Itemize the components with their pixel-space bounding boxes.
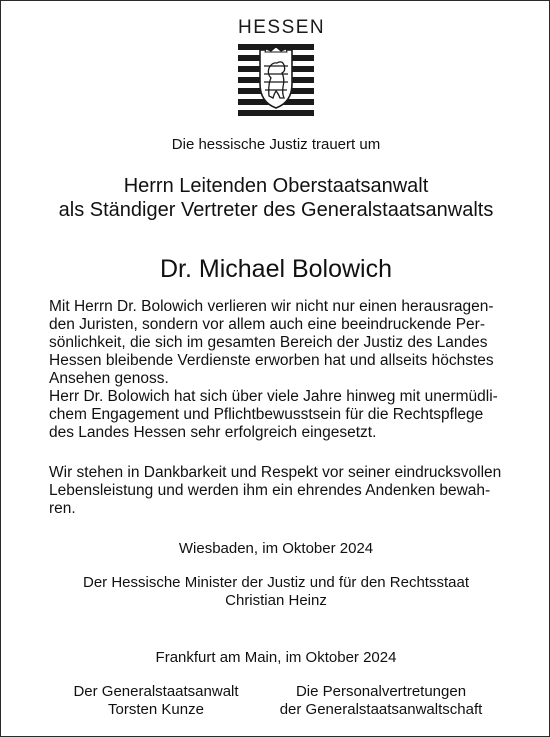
tribute-line: chem Engagement und Pflichtbewusstsein für die Rechtspflege [49, 406, 484, 423]
signatory-general-prosecutor [51, 683, 261, 719]
logo-wordmark: HESSEN [238, 17, 326, 38]
position-title [1, 174, 550, 222]
tribute-line: Ansehen genoss. [49, 370, 169, 387]
deceased-name: Dr. Michael Bolowich [159, 255, 393, 283]
tribute-line: Herr Dr. Bolowich hat sich über viele Jahre hinweg mit unermüdli- [49, 388, 498, 405]
signatory-name: der Generalstaatsanwaltschaft [279, 701, 483, 718]
tribute-paragraph-1 [49, 298, 503, 442]
place-date-frankfurt: Frankfurt am Main, im Oktober 2024 [155, 649, 397, 666]
signatory-name: Torsten Kunze [108, 701, 204, 718]
coat-of-arms-icon [238, 44, 314, 124]
tribute-line: den Juristen, sondern vor allem auch eine beeindruckende Per- [49, 316, 485, 333]
signatory-title: Die Personalvertretungen [295, 683, 467, 700]
position-title-line: Herrn Leitenden Oberstaatsanwalt [123, 175, 429, 197]
tribute-line: Hessen bleibende Verdienste erworben hat und allseits höchstes [49, 352, 494, 369]
tribute-line: Wir stehen in Dankbarkeit und Respekt vor seiner eindrucksvollen [49, 464, 502, 481]
tribute-line: Lebensleistung und werden ihm ein ehrendes Andenken bewah- [49, 482, 491, 499]
hessen-logo [238, 17, 326, 125]
signatory-staff-council [261, 683, 501, 719]
signatory-title: Der Generalstaatsanwalt [73, 683, 239, 700]
tribute-line: Mit Herrn Dr. Bolowich verlieren wir nicht nur einen herausragen- [49, 298, 494, 315]
tribute-line: des Landes Hessen sehr erfolgreich eingesetzt. [49, 424, 377, 441]
position-title-line: als Ständiger Vertreter des Generalstaatsanwalts [58, 199, 494, 221]
tribute-paragraph-2 [49, 464, 503, 518]
tribute-line: ren. [49, 500, 76, 517]
minister-signature [1, 574, 550, 610]
intro-line: Die hessische Justiz trauert um [171, 136, 381, 153]
tribute-line: sönlichkeit, die sich im gesamten Bereich der Justiz des Landes [49, 334, 488, 351]
minister-name: Christian Heinz [225, 592, 327, 609]
minister-title: Der Hessische Minister der Justiz und für den Rechtsstaat [83, 574, 469, 591]
place-date-wiesbaden: Wiesbaden, im Oktober 2024 [178, 540, 374, 557]
